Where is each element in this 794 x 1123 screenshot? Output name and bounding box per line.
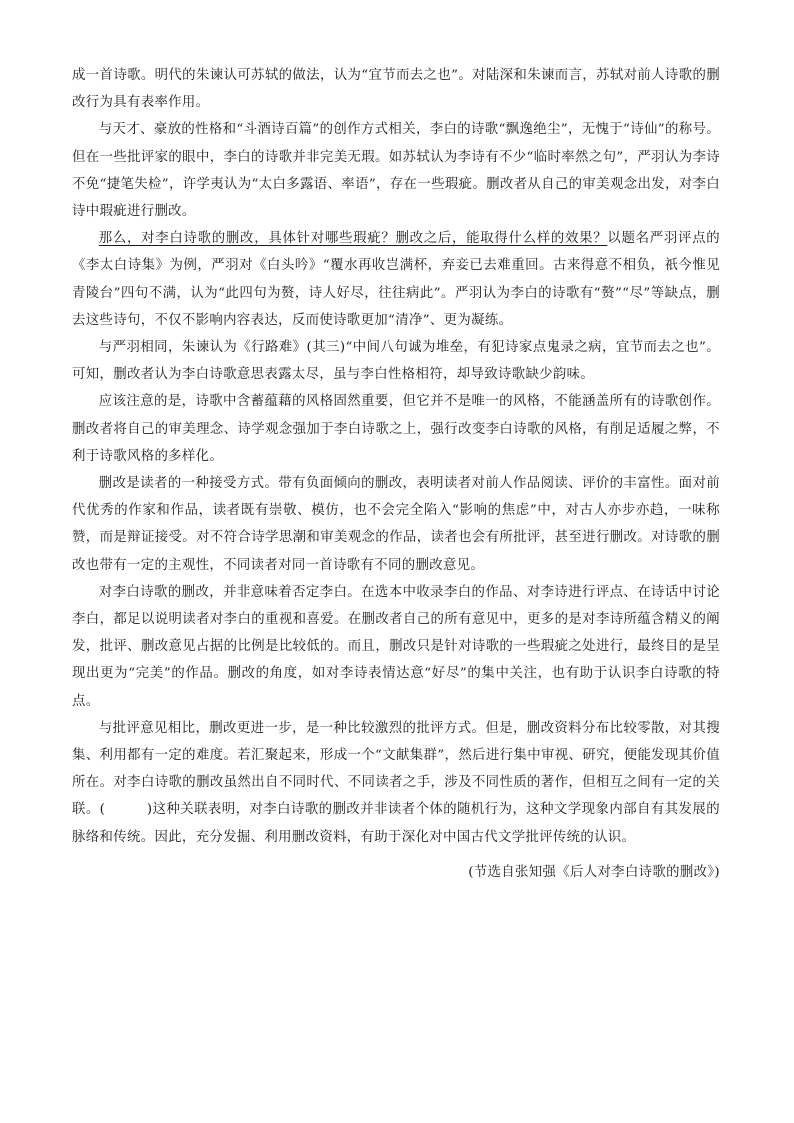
paragraph-8 (72, 715, 720, 851)
paragraph-text: 成一首诗歌。明代的朱谏认可苏轼的做法，认为“宜节而去之也”。对陆深和朱谏而言，苏轼对前人诗歌的删改行为具有表率作用。 (72, 68, 720, 111)
article-body (72, 62, 720, 886)
paragraph-7 (72, 579, 720, 715)
paragraph-text: 删改是读者的一种接受方式。带有负面倾向的删改，表明读者对前人作品阅读、评价的丰富性。面对前代优秀的作家和作品，读者既有崇敬、模仿，也不会完全陷入“影响的焦虑”中，对古人亦步亦趋，一味称赞，而是辩证接受。对不符合诗学思潮和审美观念的作品，读者也会有所批评，甚至进行删改。对诗歌的删改也带有一定的主观性，不同读者对同一首诗歌有不同的删改意见。 (72, 476, 720, 573)
underlined-question: 那么，对李白诗歌的删改，具体针对哪些瑕疵？删改之后，能取得什么样的效果？ (98, 231, 608, 247)
paragraph-text: 与天才、豪放的性格和“斗酒诗百篇”的创作方式相关，李白的诗歌“飘逸绝尘”，无愧于“诗仙”的称号。但在一些批评家的眼中，李白的诗歌并非完美无瑕。如苏轼认为李诗有不少“临时率然之句”，严羽认为李诗不免“捷笔失检”，许学夷认为“太白多露语、率语”，存在一些瑕疵。删改者从自己的审美观念出发，对李白诗中瑕疵进行删改。 (72, 122, 720, 220)
paragraph-5 (72, 388, 720, 470)
paragraph-1 (72, 62, 720, 116)
paragraph-text: 以题名严羽评点的《李太白诗集》为例，严羽对《白头吟》“覆水再收岂满杯，弃妾已去难重回。古来得意不相负，祇今惟见青陵台”四句不满，认为“此四句为赘，诗人好尽，往往病此”。严羽认为李白的诗歌有“赘”“尽”等缺点，删去这些诗句，不仅不影响内容表达，反而使诗歌更加“清净”、更为凝练。 (72, 231, 720, 328)
paragraph-6 (72, 470, 720, 579)
paragraph-4 (72, 334, 720, 388)
paragraph-text: 与批评意见相比，删改更进一步，是一种比较激烈的批评方式。但是，删改资料分布比较零散，对其搜集、利用都有一定的难度。若汇聚起来，形成一个“文献集群”，然后进行集中审视、研究，便能发现其价值所在。对李白诗歌的删改虽然出自不同时代、不同读者之手，涉及不同性质的著作，但相互之间有一定的关联。( )这种关联表明，对李白诗歌的删改并非读者个体的随机行为，这种文学现象内部自有其发展的脉络和传统。因此，充分发掘、利用删改资料，有助于深化对中国古代文学批评传统的认识。 (72, 720, 720, 845)
source-citation: (节选自张知强《后人对李白诗歌的删改》) (468, 864, 720, 880)
paragraph-text: 对李白诗歌的删改，并非意味着否定李白。在选本中收录李白的作品、对李诗进行评点、在诗话中讨论李白，都足以说明读者对李白的重视和喜爱。在删改者自己的所有意见中，更多的是对李诗所蕴含精义的阐发，批评、删改意见占据的比例是比较低的。而且，删改只是针对诗歌的一些瑕疵之处进行，最终目的是呈现出更为“完美”的作品。删改的角度，如对李诗表情达意“好尽”的集中关注，也有助于认识李白诗歌的特点。 (72, 584, 720, 709)
paragraph-text: 与严羽相同，朱谏认为《行路难》(其三)“中间八句诚为堆垒，有犯诗家点鬼录之病，宜节而去之也”。可知，删改者认为李白诗歌意思表露太尽，虽与李白性格相符，却导致诗歌缺少韵味。 (72, 340, 720, 383)
paragraph-3 (72, 225, 720, 334)
paragraph-text: 应该注意的是，诗歌中含蓄蕴藉的风格固然重要，但它并不是唯一的风格，不能涵盖所有的诗歌创作。删改者将自己的审美理念、诗学观念强加于李白诗歌之上，强行改变李白诗歌的风格，有削足适履之弊，不利于诗歌风格的多样化。 (72, 394, 720, 464)
paragraph-2 (72, 116, 720, 225)
